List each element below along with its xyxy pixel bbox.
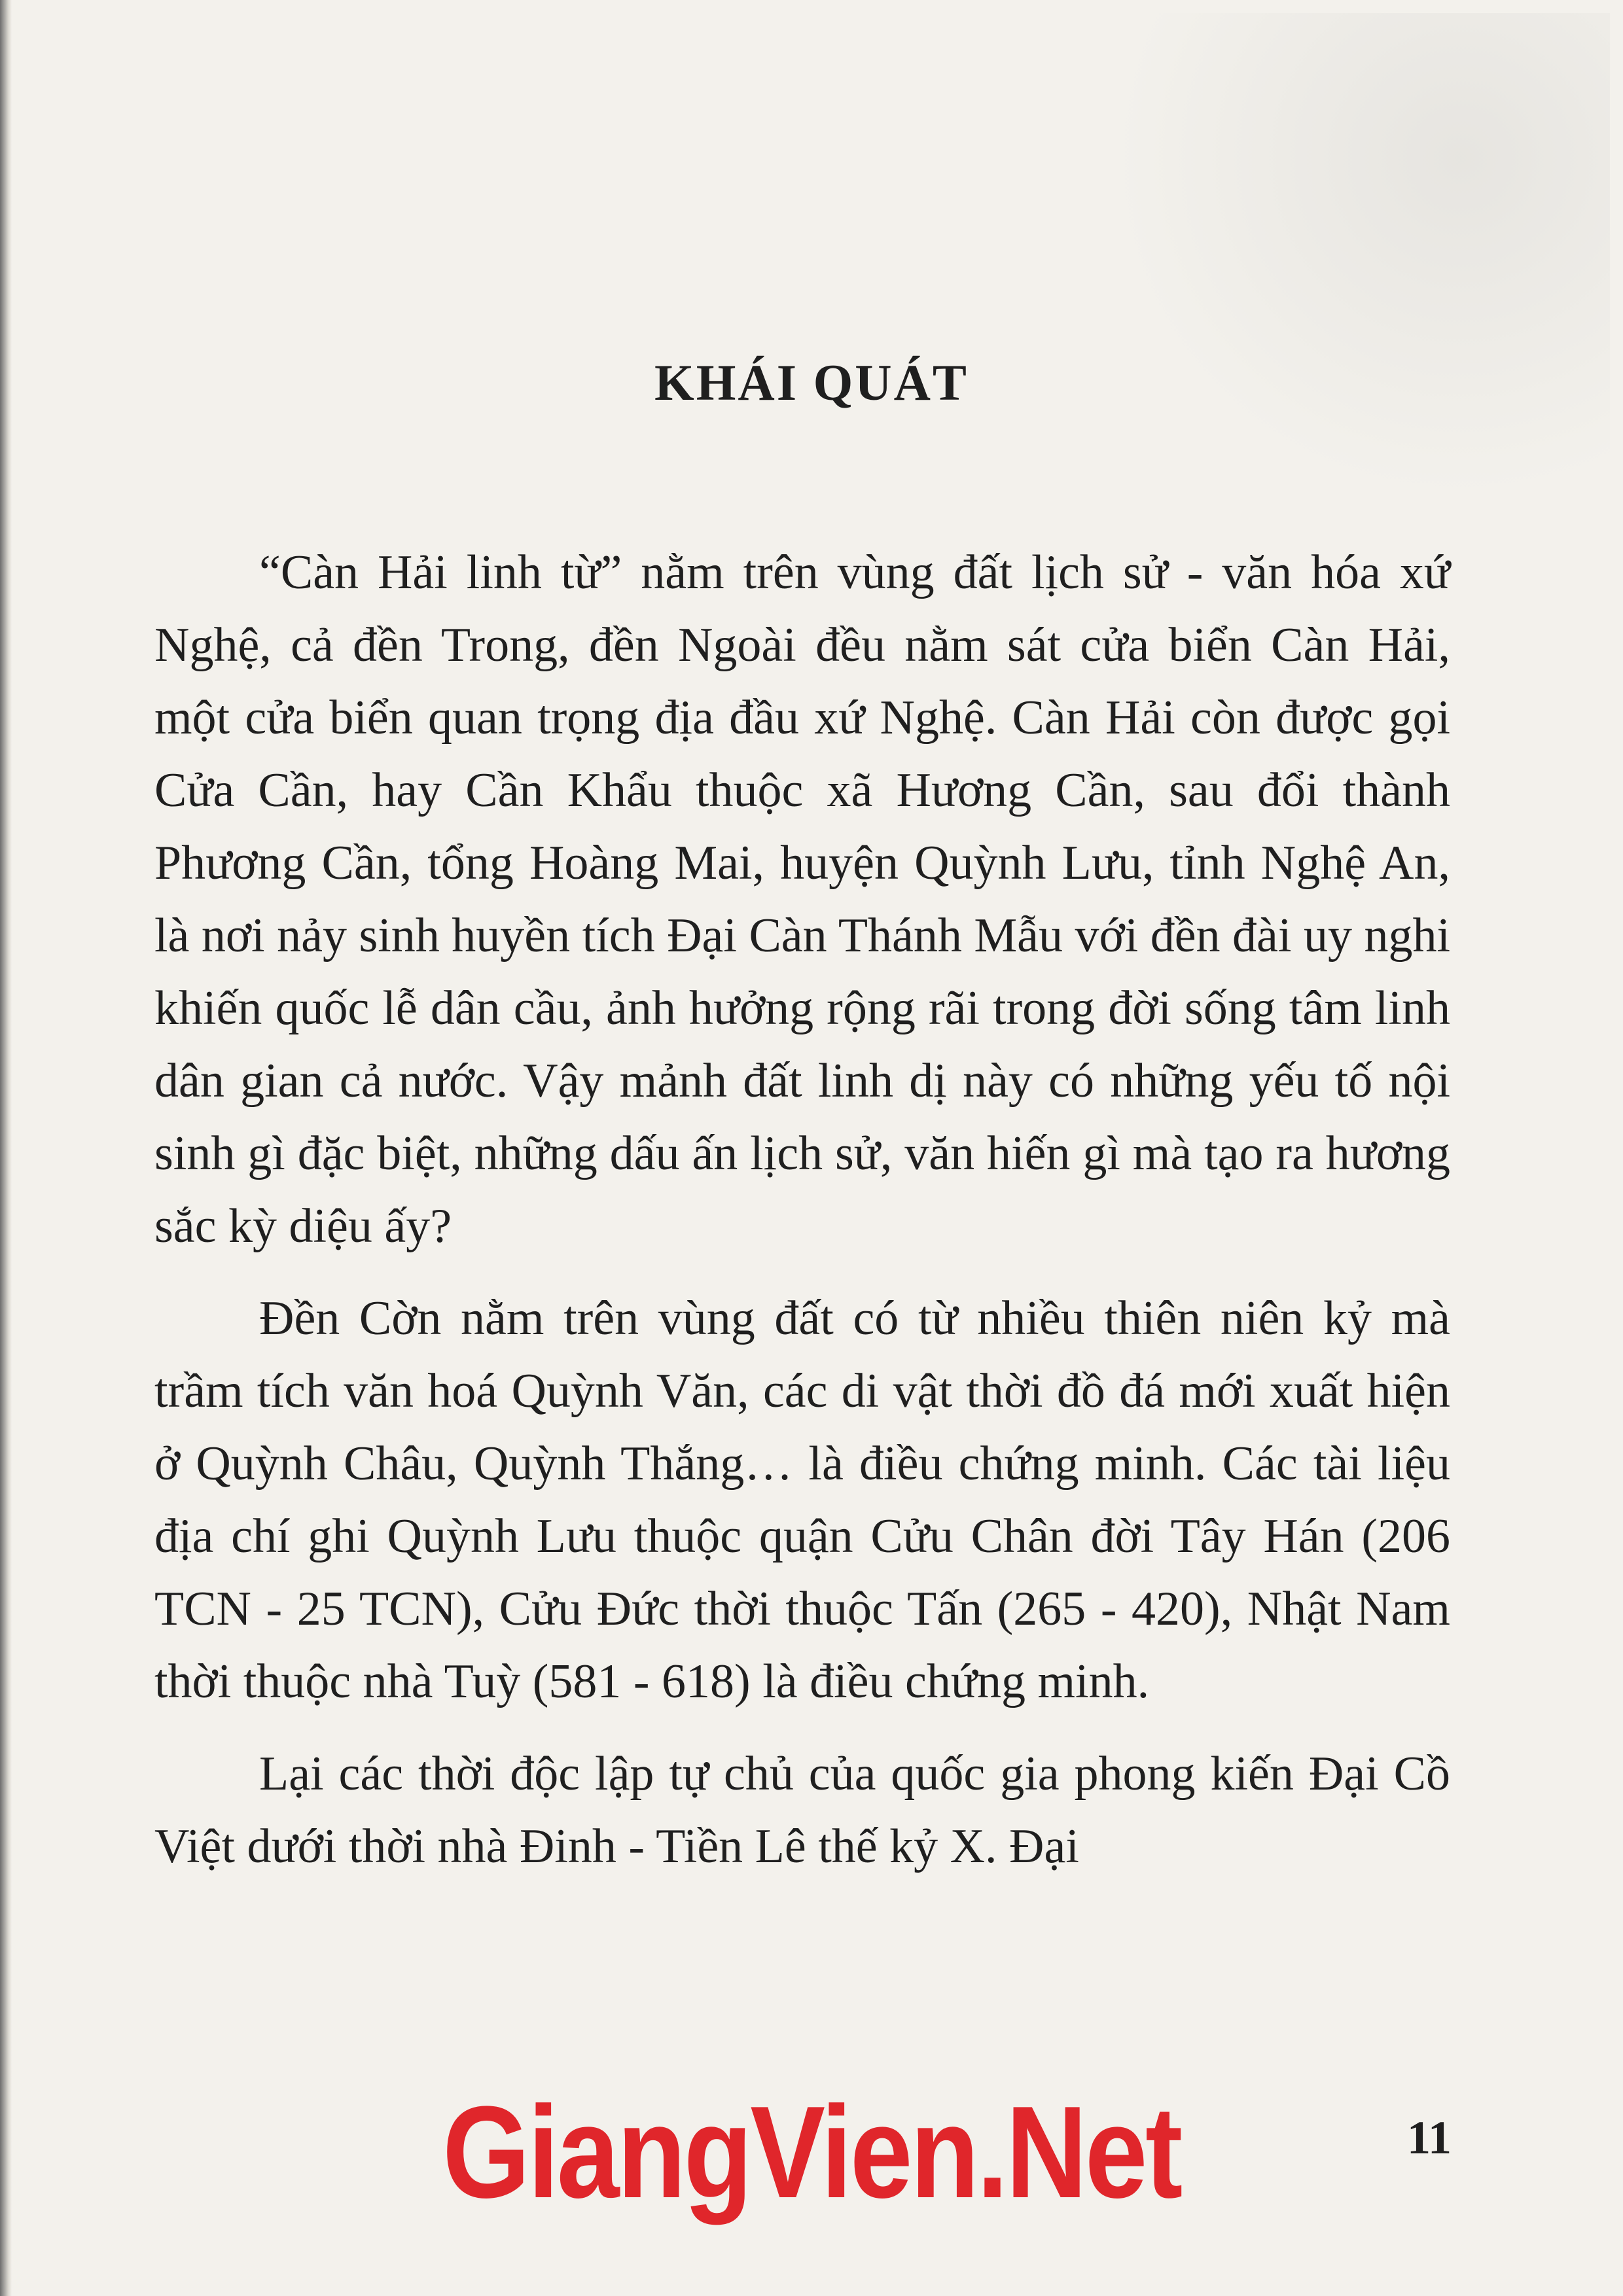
watermark-logo: GiangVien.Net: [442, 2079, 1181, 2225]
page-number: 11: [1406, 2111, 1452, 2164]
paragraph-1: “Càn Hải linh từ” nằm trên vùng đất lịch sử - văn hóa xứ Nghệ, cả đền Trong, đền Ngoài đều nằm sát cửa biển Càn Hải, một cửa biển quan trọng địa đầu xứ Nghệ. Càn Hải còn được gọi Cửa Cần, hay Cần Khẩu thuộc xã Hương Cần, sau đổi thành Phương Cần, tổng Hoàng Mai, huyện Quỳnh Lưu, tỉnh Nghệ An, là nơi nảy sinh huyền tích Đại Càn Thánh Mẫu với đền đài uy nghi khiến quốc lễ dân cầu, ảnh hưởng rộng rãi trong đời sống tâm linh dân gian cả nước. Vậy mảnh đất linh dị này có những yếu tố nội sinh gì đặc biệt, những dấu ấn lịch sử, văn hiến gì mà tạo ra hương sắc kỳ diệu ấy?: [154, 546, 1451, 1253]
paragraph-3: Lại các thời độc lập tự chủ của quốc gia phong kiến Đại Cồ Việt dưới thời nhà Đinh - Tiền Lê thế kỷ X. Đại: [154, 1747, 1450, 1873]
paragraph-2: Đền Cờn nằm trên vùng đất có từ nhiều thiên niên kỷ mà trầm tích văn hoá Quỳnh Văn, các di vật thời đồ đá mới xuất hiện ở Quỳnh Châu, Quỳnh Thắng… là điều chứng minh. Các tài liệu địa chí ghi Quỳnh Lưu thuộc quận Cửu Chân đời Tây Hán (206 TCN - 25 TCN), Cửu Đức thời thuộc Tấn (265 - 420), Nhật Nam thời thuộc nhà Tuỳ (581 - 618) là điều chứng minh.: [154, 1292, 1450, 1708]
page-title: KHÁI QUÁT: [654, 354, 969, 411]
page-edge-shadow: [0, 0, 12, 2296]
bleed-through-shadow: [1113, 13, 1610, 497]
body-text: [154, 537, 1450, 1883]
